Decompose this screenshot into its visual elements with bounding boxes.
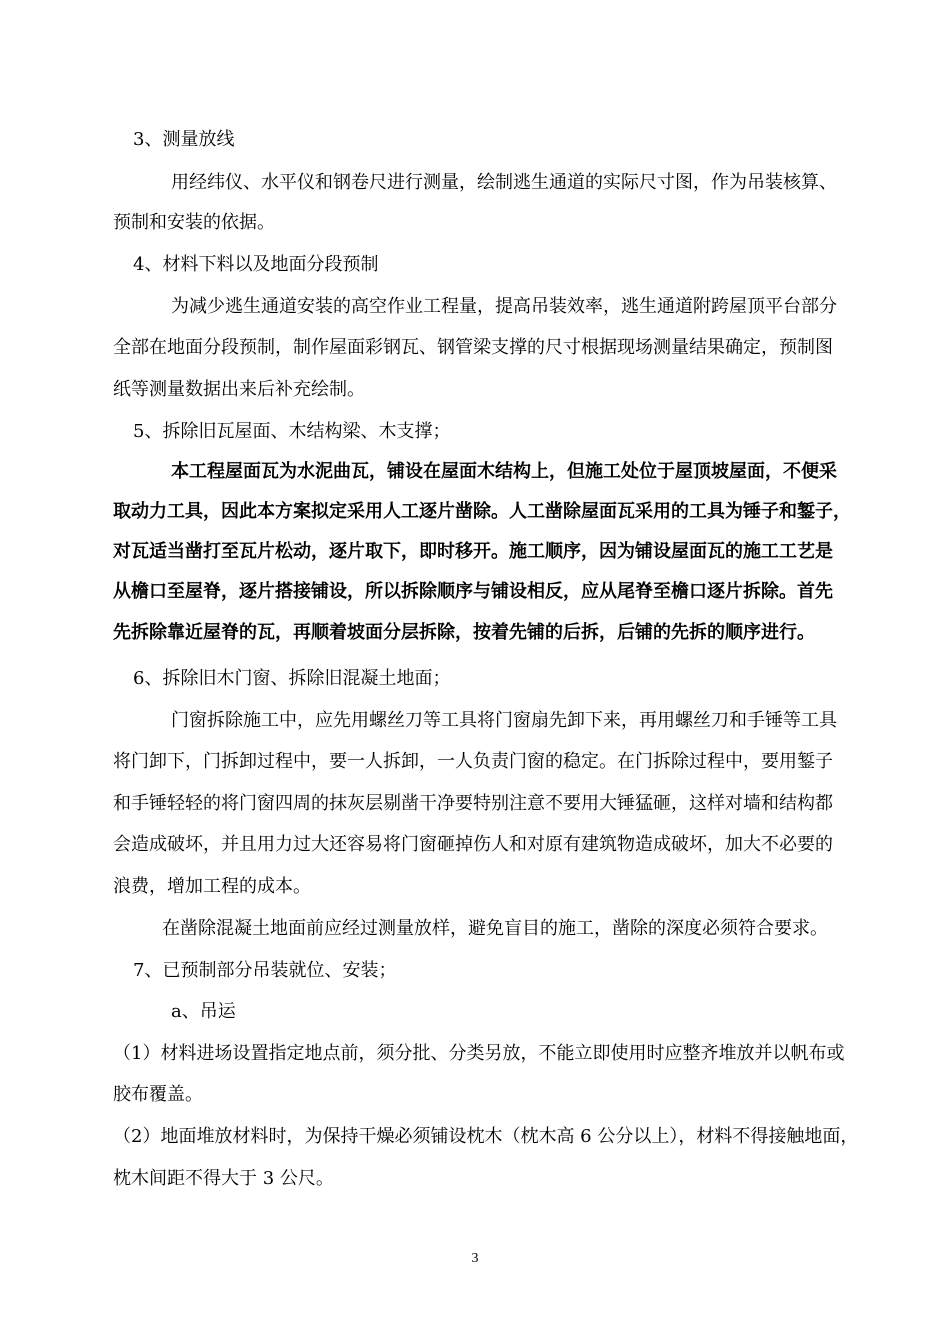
section-3-heading: 3、测量放线 [133,129,235,150]
section-6-heading: 6、拆除旧木门窗、拆除旧混凝土地面； [133,668,451,689]
paragraph-line: 全部在地面分段预制，制作屋面彩钢瓦、钢管梁支撑的尺寸根据现场测量结果确定，预制图 [113,337,833,358]
paragraph-line: （2）地面堆放材料时，为保持干燥必须铺设枕木（枕木高 6 公分以上），材料不得接触地面， [113,1126,859,1147]
paragraph-line: 胶布覆盖。 [113,1084,203,1105]
section-4-heading: 4、材料下料以及地面分段预制 [133,254,379,275]
paragraph-line: 浪费，增加工程的成本。 [113,876,311,897]
paragraph-line: 预制和安装的依据。 [113,212,275,233]
paragraph-line: 枕木间距不得大于 3 公尺。 [113,1168,334,1189]
paragraph-line: 纸等测量数据出来后补充绘制。 [113,379,365,400]
paragraph-line: 从檐口至屋脊，逐片搭接铺设，所以拆除顺序与铺设相反，应从尾脊至檐口逐片拆除。首先 [113,581,833,602]
paragraph-line: 先拆除靠近屋脊的瓦，再顺着坡面分层拆除，按着先铺的后拆，后铺的先拆的顺序进行。 [113,622,815,643]
paragraph-line: 为减少逃生通道安装的高空作业工程量，提高吊装效率，逃生通道附跨屋顶平台部分 [171,296,837,317]
paragraph-line: 门窗拆除施工中，应先用螺丝刀等工具将门窗扇先卸下来，再用螺丝刀和手锤等工具 [171,710,837,731]
paragraph-line: 和手锤轻轻的将门窗四周的抹灰层剔凿干净要特别注意不要用大锤猛砸，这样对墙和结构都 [113,793,833,814]
section-5-heading: 5、拆除旧瓦屋面、木结构梁、木支撑； [133,421,451,442]
paragraph-line: 将门卸下，门拆卸过程中，要一人拆卸，一人负责门窗的稳定。在门拆除过程中，要用錾子 [113,751,833,772]
page-number: 3 [471,1251,479,1266]
paragraph-line: 会造成破坏，并且用力过大还容易将门窗砸掉伤人和对原有建筑物造成破坏，加大不必要的 [113,834,833,855]
paragraph-line: （1）材料进场设置指定地点前，须分批、分类另放，不能立即使用时应整齐堆放并以帆布或 [113,1043,845,1064]
paragraph-line: 用经纬仪、水平仪和钢卷尺进行测量，绘制逃生通道的实际尺寸图，作为吊装核算、 [171,172,837,193]
paragraph-line: 对瓦适当凿打至瓦片松动，逐片取下，即时移开。施工顺序，因为铺设屋面瓦的施工工艺是 [113,541,833,562]
paragraph-line: 在凿除混凝土地面前应经过测量放样，避免盲目的施工，凿除的深度必须符合要求。 [162,918,828,939]
subsection-heading: a、吊运 [171,1001,236,1022]
paragraph-line: 取动力工具，因此本方案拟定采用人工逐片凿除。人工凿除屋面瓦采用的工具为锤子和錾子， [113,501,851,522]
paragraph-line: 本工程屋面瓦为水泥曲瓦，铺设在屋面木结构上，但施工处位于屋顶坡屋面，不便采 [171,461,837,482]
section-7-heading: 7、已预制部分吊装就位、安装； [133,960,397,981]
